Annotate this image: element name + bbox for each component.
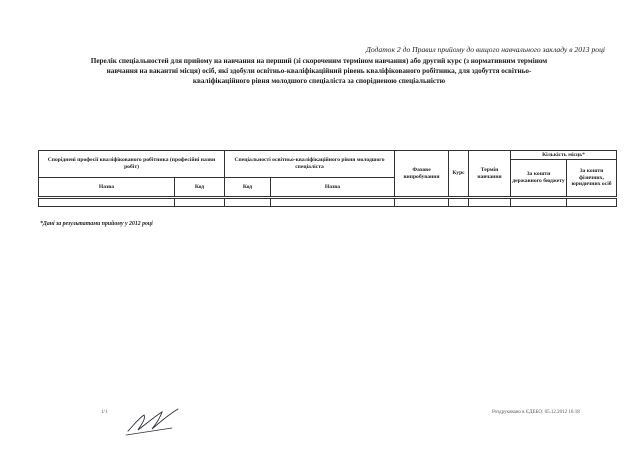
subheader-specialty-name: Назва (271, 178, 395, 197)
specialties-table (38, 150, 617, 207)
footnote: *Дані за результатами прийому у 2012 році (40, 221, 153, 227)
print-stamp: Роздруковано в ЄДЕБО: 05.12.2012 16:18 (492, 410, 580, 415)
subheader-profession-name: Назва (39, 178, 175, 197)
appendix-reference: Додаток 2 до Правил прийому до вищого навчального закладу в 2013 році (366, 45, 605, 54)
table-cell (175, 199, 225, 207)
table-cell (395, 199, 449, 207)
table-cell (39, 199, 175, 207)
subheader-specialty-code: Код (225, 178, 271, 197)
title-line-2: навчання на вакантні місця) осіб, які здобули освітньо-кваліфікаційний рівень кваліфікованого робітника, для здобуття освітньо- (106, 66, 532, 75)
header-seats: Кількість місць* (511, 151, 617, 160)
table-cell (567, 199, 617, 207)
document-title (34, 57, 604, 86)
table-cell (511, 199, 567, 207)
header-specialties: Спеціальності освітньо-кваліфікаційного рівня молодшого спеціаліста (225, 151, 395, 178)
table-cell (271, 199, 395, 207)
table-cell (469, 199, 511, 207)
table-cell (225, 199, 271, 207)
page-number: 1/1 (101, 410, 108, 415)
header-course: Курс (449, 151, 469, 197)
header-state-budget: За кошти державного бюджету (511, 160, 567, 197)
header-study-term: Термін навчання (469, 151, 511, 197)
subheader-profession-code: Код (175, 178, 225, 197)
table-cell (449, 199, 469, 207)
table-row (39, 199, 617, 207)
title-line-3: кваліфікаційного рівня молодшого спеціаліста за спорідненою спеціальністю (192, 76, 446, 85)
header-related-professions: Споріднені професії кваліфікованого робітника (професійні назви робіт) (39, 151, 225, 178)
header-professional-test: Фахове випробування (395, 151, 449, 197)
signature-icon (122, 404, 186, 438)
header-individuals: За кошти фізичних, юридичних осіб (567, 160, 617, 197)
title-line-1: Перелік спеціальностей для прийому на навчання на перший (зі скороченим терміном навчання) або другий курс (з нормативним терміном (90, 57, 548, 65)
